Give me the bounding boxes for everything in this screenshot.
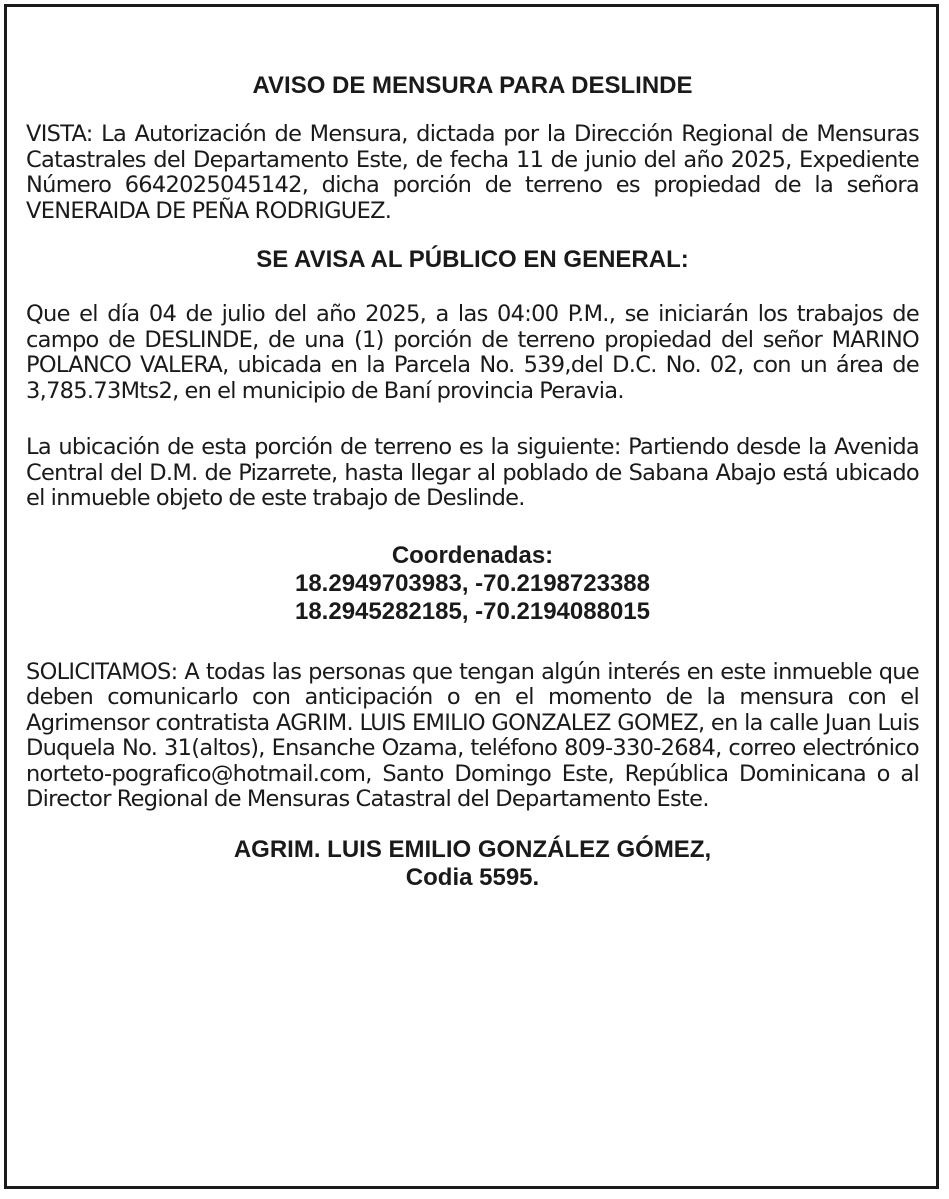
signature-block (26, 836, 919, 892)
coordinate-point-2: 18.2945282185, -70.2194088015 (294, 597, 650, 625)
notice-title: AVISO DE MENSURA PARA DESLINDE (252, 72, 693, 99)
coordinates-block (26, 542, 919, 626)
coordinates-label: Coordenadas: (391, 541, 554, 569)
notice-content (26, 62, 919, 892)
coordinate-point-1: 18.2949703983, -70.2198723388 (294, 569, 650, 597)
request-paragraph: SOLICITAMOS: A todas las personas que tengan algún interés en este inmueble que deben comunicarlo con anticipación o en el momento de la mensura con el Agrimensor contratista AGRIM. LUIS EMILIO GONZALEZ GOMEZ, en la calle Juan Luis Duquela No. 31(altos), Ensanche Ozama, teléfono 809-330-2684, correo electrónico norteto-pografico@hotmail.com, Santo Domingo Este, República Dominicana o al Director Regional de Mensuras Catastral del Departamento Este. (26, 658, 919, 812)
public-notice-heading: SE AVISA AL PÚBLICO EN GENERAL: (256, 246, 689, 273)
work-schedule-paragraph: Que el día 04 de julio del año 2025, a las 04:00 P.M., se iniciarán los trabajos de campo de DESLINDE, de una (1) porción de terreno propiedad del señor MARINO POLANCO VALERA, ubicada en la Parcela No. 539,del D.C. No. 02, con un área de 3,785.73Mts2, en el municipio de Baní provincia Peravia. (26, 301, 919, 404)
location-paragraph: La ubicación de esta porción de terreno es la siguiente: Partiendo desde la Avenida Central del D.M. de Pizarrete, hasta llegar al poblado de Sabana Abajo está ubicado el inmueble objeto de este trabajo de Deslinde. (26, 434, 919, 511)
signatory-name: AGRIM. LUIS EMILIO GONZÁLEZ GÓMEZ, (233, 835, 712, 863)
codia-number: Codia 5595. (405, 863, 540, 891)
vista-paragraph: VISTA: La Autorización de Mensura, dictada por la Dirección Regional de Mensuras Catastrales del Departamento Este, de fecha 11 de junio del año 2025, Expediente Número 6642025045142, dicha porción de terreno es propiedad de la señora VENERAIDA DE PEÑA RODRIGUEZ. (26, 121, 919, 224)
